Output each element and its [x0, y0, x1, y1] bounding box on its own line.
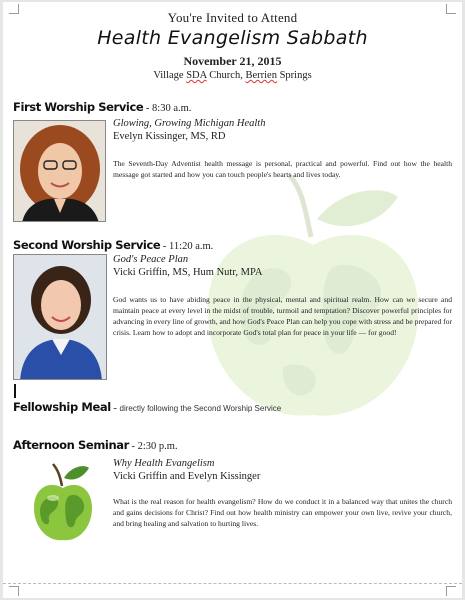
- section-heading-second-worship: [13, 238, 213, 252]
- page-margin-corner: [9, 586, 19, 596]
- page-margin-corner: [446, 586, 456, 596]
- section-name: Fellowship Meal: [13, 400, 111, 414]
- location-text: SDA: [186, 70, 207, 81]
- speaker-name: Evelyn Kissinger, MS, RD: [113, 130, 226, 142]
- speaker-name: Vicki Griffin and Evelyn Kissinger: [113, 470, 261, 482]
- talk-title: Why Health Evangelism: [113, 458, 215, 469]
- section-separator: -: [110, 403, 120, 414]
- section-time: 8:30 a.m.: [152, 103, 192, 114]
- section-subtitle: directly following the Second Worship Service: [119, 404, 282, 413]
- apple-globe-icon: [31, 460, 95, 544]
- section-separator: -: [160, 241, 170, 252]
- talk-description-seminar: What is the real reason for health evangelism? How do we conduct it in a balanced way that unites the church and gains decisions for Christ? Find out how health ministry can empower your own live, revive your church, and bring healing and salvation to hurting lives.: [113, 497, 452, 528]
- location-text: Springs: [276, 70, 312, 81]
- location-text: Berrien: [245, 70, 277, 81]
- speaker-name: Vicki Griffin, MS, Hum Nutr, MPA: [113, 266, 263, 278]
- page-margin-line: [3, 583, 462, 584]
- talk-title: Glowing, Growing Michigan Health: [113, 118, 266, 129]
- event-title: Health Evangelism Sabbath: [97, 27, 368, 49]
- section-separator: -: [128, 441, 138, 452]
- invitation-header: [3, 10, 462, 81]
- invite-line: You're Invited to Attend: [167, 10, 298, 25]
- speaker-photo-evelyn: [13, 120, 106, 222]
- section-time: 2:30 p.m.: [137, 441, 178, 452]
- document-page: [3, 2, 462, 598]
- section-name: Afternoon Seminar: [13, 438, 129, 452]
- location-text: Village: [153, 70, 187, 81]
- section-heading-fellowship-meal: [13, 400, 281, 414]
- event-location: [3, 70, 462, 81]
- section-heading-afternoon-seminar: [13, 438, 178, 452]
- talk-description-second: God wants us to have abiding peace in the physical, mental and spiritual realm. How can we secure and maintain peace at every level in the midst of trouble, turmoil and temptation? Discover powerful principles for advancing in every line of growth, and how God's Peace Plan can help you cope with stress and be prepared for crisis. Learn how to adopt and incorporate God's total plan for peace in your life — for good!: [113, 295, 452, 337]
- section-heading-first-worship: [13, 100, 191, 114]
- section-time: 11:20 a.m.: [169, 241, 214, 252]
- section-name: Second Worship Service: [13, 238, 161, 252]
- talk-info-seminar: [113, 458, 260, 483]
- speaker-photo-vicki: [13, 254, 107, 380]
- event-date: November 21, 2015: [183, 54, 282, 68]
- section-name: First Worship Service: [13, 100, 144, 114]
- talk-info-first: [113, 118, 265, 143]
- talk-title: God's Peace Plan: [113, 254, 189, 265]
- section-separator: -: [143, 103, 153, 114]
- talk-description-first: The Seventh-Day Adventist health message is personal, practical and powerful. Find out how the health message got started and how you can touch people's hearts and lives today.: [113, 159, 452, 179]
- portrait-image: [14, 121, 106, 222]
- talk-info-second: [113, 254, 262, 279]
- location-text: Church,: [206, 70, 246, 81]
- portrait-image: [14, 255, 107, 380]
- text-cursor: [14, 384, 16, 398]
